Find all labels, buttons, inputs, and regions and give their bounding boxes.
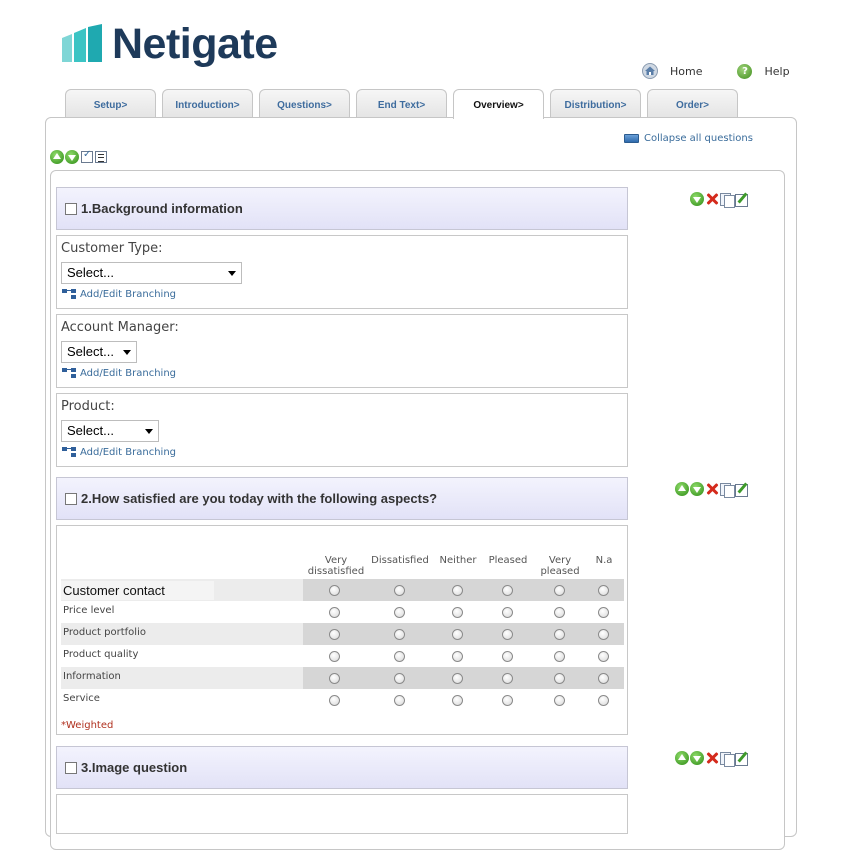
radio-option[interactable] (554, 673, 565, 684)
tab-setup[interactable]: Setup> (65, 89, 156, 118)
list-view-icon[interactable] (95, 151, 107, 163)
radio-option[interactable] (502, 585, 513, 596)
move-up-icon[interactable] (675, 482, 689, 496)
row-label: Product quality (63, 649, 139, 660)
chevron-down-icon (123, 350, 131, 355)
question-3-body (56, 794, 628, 834)
radio-option[interactable] (394, 585, 405, 596)
radio-option[interactable] (598, 651, 609, 662)
question-1-checkbox[interactable] (65, 203, 77, 215)
field-label: Customer Type: (61, 241, 163, 256)
radio-option[interactable] (554, 629, 565, 640)
field-label: Product: (61, 399, 115, 414)
collapse-all-label: Collapse all questions (644, 133, 753, 144)
weighted-note: *Weighted (61, 720, 114, 731)
matrix-row (61, 667, 624, 689)
radio-option[interactable] (452, 695, 463, 706)
branching-icon (62, 368, 77, 379)
branching-label: Add/Edit Branching (80, 289, 177, 300)
copy-icon[interactable] (720, 482, 734, 496)
select-value: Select... (67, 344, 114, 359)
radio-option[interactable] (502, 607, 513, 618)
help-icon: ? (737, 64, 752, 79)
move-down-icon[interactable] (690, 192, 704, 206)
matrix-row (61, 601, 624, 623)
netigate-logo[interactable] (62, 18, 278, 70)
tab-order[interactable]: Order> (647, 89, 738, 118)
radio-option[interactable] (452, 673, 463, 684)
logo-text: Netigate (112, 20, 278, 68)
radio-option[interactable] (329, 585, 340, 596)
question-3-title: 3.Image question (81, 760, 188, 775)
column-header: Pleased (488, 555, 528, 566)
move-up-icon[interactable] (675, 751, 689, 765)
copy-icon[interactable] (720, 751, 734, 765)
wizard-tabs (65, 89, 744, 119)
radio-option[interactable] (502, 651, 513, 662)
move-down-icon[interactable] (690, 751, 704, 765)
question-2-checkbox[interactable] (65, 493, 77, 505)
radio-option[interactable] (554, 695, 565, 706)
collapse-all-link[interactable] (624, 133, 753, 144)
question-header-1 (56, 187, 628, 230)
row-label: Product portfolio (63, 627, 146, 638)
collapse-icon (624, 134, 639, 143)
question-3-actions (675, 751, 749, 765)
move-down-icon[interactable] (65, 150, 79, 164)
branching-icon (62, 447, 77, 458)
add-edit-branching-link[interactable] (62, 447, 176, 458)
help-link[interactable] (737, 64, 789, 79)
row-label: Service (63, 693, 100, 704)
overview-toolbar (50, 150, 107, 164)
row-label: Price level (63, 605, 115, 616)
move-up-icon[interactable] (50, 150, 64, 164)
satisfaction-matrix (56, 525, 628, 735)
delete-icon[interactable] (705, 482, 719, 496)
matrix-row (61, 579, 624, 601)
tab-distribution[interactable]: Distribution> (550, 89, 641, 118)
edit-icon[interactable] (735, 482, 749, 496)
field-product (56, 393, 628, 467)
radio-option[interactable] (554, 607, 565, 618)
add-edit-branching-link[interactable] (62, 289, 176, 300)
branching-icon (62, 289, 77, 300)
radio-option[interactable] (598, 629, 609, 640)
question-3-checkbox[interactable] (65, 762, 77, 774)
column-header: Very dissatisfied (307, 555, 365, 577)
field-customer-type (56, 235, 628, 309)
check-all-icon[interactable] (81, 151, 93, 163)
radio-option[interactable] (329, 629, 340, 640)
tab-overview[interactable]: Overview> (453, 89, 544, 119)
field-account-manager (56, 314, 628, 388)
delete-icon[interactable] (705, 751, 719, 765)
tab-questions[interactable]: Questions> (259, 89, 350, 118)
question-1-actions (690, 192, 749, 206)
radio-option[interactable] (502, 673, 513, 684)
add-edit-branching-link[interactable] (62, 368, 176, 379)
radio-option[interactable] (329, 695, 340, 706)
select-value: Select... (67, 423, 114, 438)
tab-end-text[interactable]: End Text> (356, 89, 447, 118)
help-label: Help (764, 64, 790, 78)
radio-option[interactable] (502, 695, 513, 706)
radio-option[interactable] (598, 673, 609, 684)
radio-option[interactable] (329, 651, 340, 662)
logo-mark-icon (62, 24, 104, 64)
question-2-title: 2.How satisfied are you today with the following aspects? (81, 491, 438, 506)
radio-option[interactable] (554, 585, 565, 596)
tab-introduction[interactable]: Introduction> (162, 89, 253, 118)
column-header: Neither (439, 555, 477, 566)
branching-label: Add/Edit Branching (80, 447, 177, 458)
radio-option[interactable] (329, 673, 340, 684)
home-link[interactable] (642, 63, 702, 79)
radio-option[interactable] (329, 607, 340, 618)
radio-option[interactable] (394, 651, 405, 662)
home-icon (642, 63, 658, 79)
matrix-row (61, 689, 624, 711)
row-label: Information (63, 671, 121, 682)
chevron-down-icon (145, 429, 153, 434)
radio-option[interactable] (394, 607, 405, 618)
delete-icon[interactable] (705, 192, 719, 206)
question-header-2 (56, 477, 628, 520)
radio-option[interactable] (452, 629, 463, 640)
radio-option[interactable] (394, 673, 405, 684)
edit-icon[interactable] (735, 192, 749, 206)
customer-type-select[interactable] (61, 262, 242, 284)
question-1-title: 1.Background information (81, 201, 243, 216)
question-2-actions (675, 482, 749, 496)
radio-option[interactable] (598, 607, 609, 618)
top-links (642, 63, 790, 79)
matrix-row (61, 623, 624, 645)
radio-option[interactable] (394, 629, 405, 640)
product-select[interactable] (61, 420, 159, 442)
radio-option[interactable] (452, 585, 463, 596)
column-header: Dissatisfied (371, 555, 429, 566)
radio-option[interactable] (394, 695, 405, 706)
chevron-down-icon (228, 271, 236, 276)
field-label: Account Manager: (61, 320, 179, 335)
question-header-3 (56, 746, 628, 789)
radio-option[interactable] (452, 651, 463, 662)
row-label: Customer contact (63, 583, 165, 598)
column-header: N.a (595, 555, 613, 566)
select-value: Select... (67, 265, 114, 280)
radio-option[interactable] (452, 607, 463, 618)
radio-option[interactable] (502, 629, 513, 640)
radio-option[interactable] (598, 695, 609, 706)
edit-icon[interactable] (735, 751, 749, 765)
account-manager-select[interactable] (61, 341, 137, 363)
move-down-icon[interactable] (690, 482, 704, 496)
column-header: Very pleased (540, 555, 580, 577)
copy-icon[interactable] (720, 192, 734, 206)
branching-label: Add/Edit Branching (80, 368, 177, 379)
radio-option[interactable] (554, 651, 565, 662)
home-label: Home (670, 64, 703, 78)
matrix-row (61, 645, 624, 667)
radio-option[interactable] (598, 585, 609, 596)
